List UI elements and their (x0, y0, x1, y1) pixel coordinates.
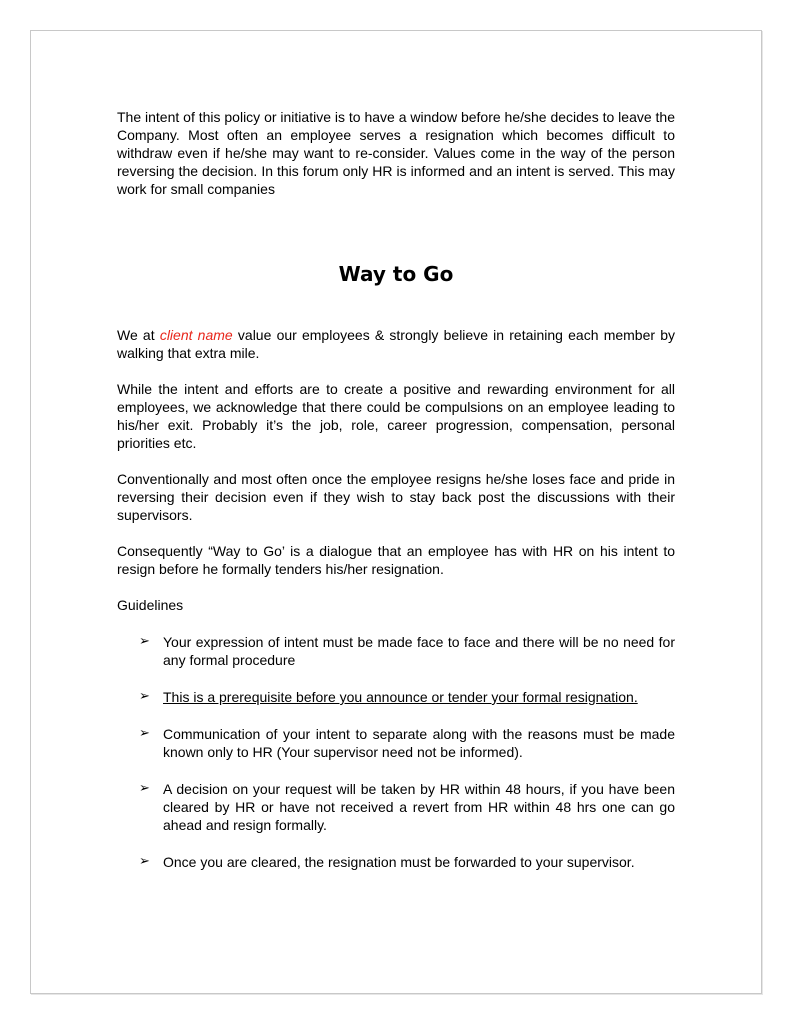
arrow-bullet-icon: ➢ (139, 781, 150, 796)
guideline-text: Communication of your intent to separate along with the reasons must be made known only to HR (Your supervisor need not be informed). (163, 726, 675, 760)
document-title: Way to Go (338, 262, 454, 286)
paragraph-client-suffix: value our employees & strongly believe in retaining each member by walking that extra mile. (117, 327, 676, 361)
list-item (117, 688, 675, 706)
guideline-text: Once you are cleared, the resignation must be forwarded to your supervisor. (163, 854, 635, 870)
guidelines-heading: Guidelines (117, 597, 184, 613)
list-item (117, 633, 675, 669)
paragraph-client-prefix: We at (117, 327, 160, 343)
guideline-text-underlined: This is a prerequisite before you announce or tender your formal resignation. (163, 689, 638, 705)
arrow-bullet-icon: ➢ (139, 634, 150, 649)
guideline-text: Your expression of intent must be made face to face and there will be no need for any formal procedure (163, 634, 675, 668)
paragraph-dialogue: Consequently “Way to Go’ is a dialogue that an employee has with HR on his intent to resign before he formally tenders his/her resignation. (117, 543, 675, 577)
paragraph-client (117, 326, 675, 362)
list-item (117, 853, 675, 871)
paragraph-intent: While the intent and efforts are to create a positive and rewarding environment for all employees, we acknowledge that there could be compulsions on an employee leading to his/her exit. Probably it’s the job, role, career progression, compensation, personal priorities etc. (117, 381, 675, 451)
arrow-bullet-icon: ➢ (139, 689, 150, 704)
intro-paragraph: The intent of this policy or initiative is to have a window before he/she decides to leave the Company. Most often an employee serves a resignation which becomes difficult to withdraw even if he/she may want to re-consider. Values come in the way of the person reversing the decision. In this forum only HR is informed and an intent is served. This may work for small companies (117, 109, 675, 197)
arrow-bullet-icon: ➢ (139, 854, 150, 869)
guidelines-list (117, 633, 675, 871)
paragraph-convention: Conventionally and most often once the employee resigns he/she loses face and pride in reversing their decision even if they wish to stay back post the discussions with their supervisors. (117, 471, 675, 523)
list-item (117, 780, 675, 834)
document-body (117, 108, 675, 890)
client-name-placeholder: client name (159, 327, 233, 343)
arrow-bullet-icon: ➢ (139, 726, 150, 741)
list-item (117, 725, 675, 761)
guideline-text: A decision on your request will be taken by HR within 48 hours, if you have been cleared by HR or have not received a revert from HR within 48 hrs one can go ahead and resign formally. (163, 781, 675, 833)
document-page (30, 30, 762, 994)
